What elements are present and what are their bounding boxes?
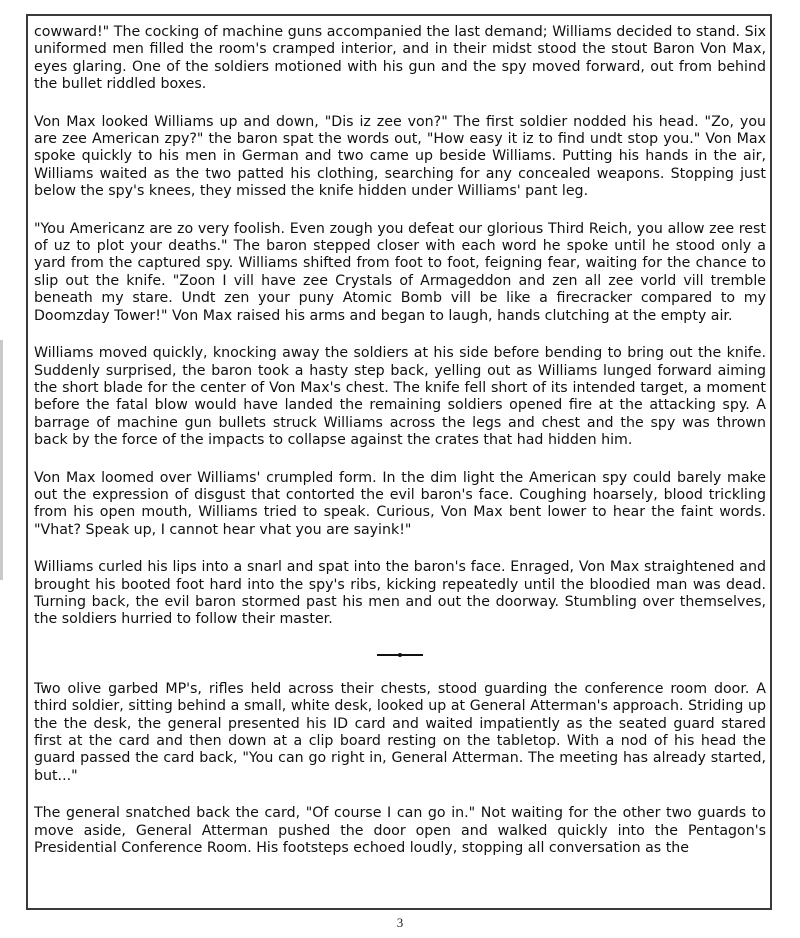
divider-ornament-icon [377,654,423,656]
paragraph: Von Max loomed over Williams' crumpled form. In the dim light the American spy could barely make out the expression of disgust that contorted the evil baron's face. Coughing hoarsely, blood trickling from his open mouth, Williams tried to speak. Curious, Von Max bent lower to hear the faint words. "Vhat? Speak up, I cannot hear vhat you are sayink!" [34,469,766,538]
paragraph: Williams curled his lips into a snarl and spat into the baron's face. Enraged, Von Max straightened and brought his booted foot hard into the spy's ribs, kicking repeatedly until the bloodied man was dead. Turning back, the evil baron stormed past his men and out the doorway. Stumbling over themselves, the soldiers hurried to follow their master. [34,559,766,628]
story-text [34,24,766,877]
page-number: 3 [396,915,404,930]
paragraph: Williams moved quickly, knocking away the soldiers at his side before bending to bring out the knife. Suddenly surprised, the baron took a hasty step back, yelling out as Williams lunged forward aiming the short blade for the center of Von Max's chest. The knife fell short of its intended target, a moment before the fatal blow would have landed the remaining soldiers opened fire at the attacking spy. A barrage of machine gun bullets struck Williams across the legs and chest and the spy was thrown back by the force of the impacts to collapse against the crates that had hidden him. [34,345,766,449]
paragraph: Von Max looked Williams up and down, "Dis iz zee von?" The first soldier nodded his head. "Zo, you are zee American zpy?" the baron spat the words out, "How easy it iz to find undt stop you." Von Max spoke quickly to his men in German and two came up beside Williams. Putting his hands in the air, Williams waited as the two patted his clothing, searching for any concealed weapons. Stopping just below the spy's knees, they missed the knife hidden under Williams' pant leg. [34,113,766,200]
section-divider [34,649,766,661]
paragraph: cowward!" The cocking of machine guns accompanied the last demand; Williams decided to stand. Six uniformed men filled the room's cramped interior, and in their midst stood the stout Baron Von Max, eyes glaring. One of the soldiers motioned with his gun and the spy moved forward, out from behind the bullet riddled boxes. [34,24,766,93]
paragraph: The general snatched back the card, "Of course I can go in." Not waiting for the other two guards to move aside, General Atterman pushed the door open and walked quickly into the Pentagon's Presidential Conference Room. His footsteps echoed loudly, stopping all conversation as the [34,805,766,857]
paragraph: "You Americanz are zo very foolish. Even zough you defeat our glorious Third Reich, you allow zee rest of uz to plot your deaths." The baron stepped closer with each word he spoke until he stood only a yard from the captured spy. Williams shifted from foot to foot, feigning fear, waiting for the chance to slip out the knife. "Zoon I vill have zee Crystals of Armageddon and zen all zee vorld vill tremble beneath my stare. Undt zen your puny Atomic Bomb vill be like a firecracker compared to my Doomzday Tower!" Von Max raised his arms and began to laugh, hands clutching at the empty air. [34,220,766,324]
paragraph: Two olive garbed MP's, rifles held across their chests, stood guarding the conference room door. A third soldier, sitting behind a small, white desk, looked up at General Atterman's approach. Striding up the the desk, the general presented his ID card and waited impatiently as the seated guard stared first at the card and then down at a clip board resting on the tabletop. With a nod of his head the guard passed the card back, "You can go right in, General Atterman. The meeting has already started, but..." [34,680,766,784]
binding-shadow [0,340,3,580]
